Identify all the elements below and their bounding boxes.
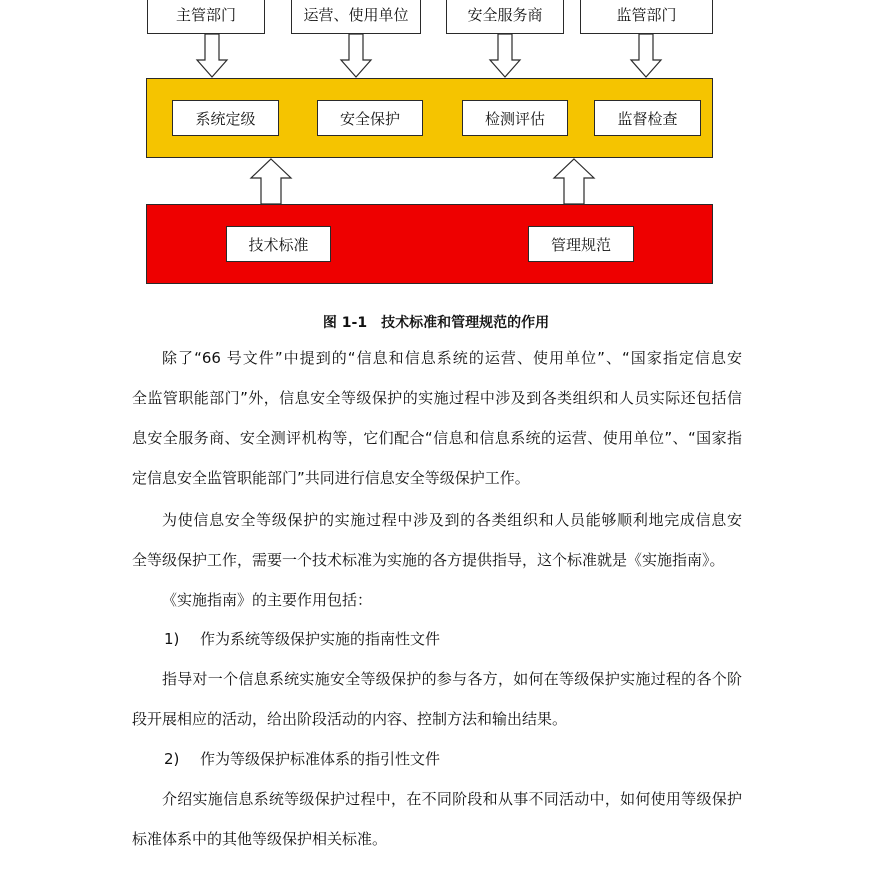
paragraph-line: 段开展相应的活动，给出阶段活动的内容、控制方法和输出结果。 [132,710,568,728]
paragraph-1 [132,338,742,498]
paragraph-line: 息安全服务商、安全测评机构等，它们配合“信息和信息系统的运营、使用单位”、“国家指 [132,429,742,447]
list-item-1 [164,619,440,659]
list-number: 2) [164,750,180,768]
bottom-box-mgmt-standard: 管理规范 [528,226,634,262]
paragraph-line: 全监管职能部门”外，信息安全等级保护的实施过程中涉及到各类组织和人员实际还包括信 [132,389,742,407]
top-box-security-provider: 安全服务商 [446,0,564,34]
middle-box-evaluation: 检测评估 [462,100,568,136]
list-number: 1) [164,630,180,648]
paragraph-line: 定信息安全监管职能部门”共同进行信息安全等级保护工作。 [132,469,530,487]
paragraph-line: 为使信息安全等级保护的实施过程中涉及到的各类组织和人员能够顺利地完成信息安 [162,511,742,529]
top-box-operator: 运营、使用单位 [291,0,421,34]
paragraph-2 [132,500,742,580]
paragraph-3 [132,580,742,620]
paragraph-line: 指导对一个信息系统实施安全等级保护的参与各方，如何在等级保护实施过程的各个阶 [162,670,742,688]
bottom-box-tech-standard: 技术标准 [226,226,331,262]
middle-box-inspection: 监督检查 [594,100,701,136]
paragraph-line: 全等级保护工作，需要一个技术标准为实施的各方提供指导，这个标准就是《实施指南》。 [132,551,725,569]
figure-caption: 图 1-1 技术标准和管理规范的作用 [322,315,550,331]
middle-box-protection: 安全保护 [317,100,423,136]
paragraph-line: 《实施指南》的主要作用包括： [162,591,373,609]
down-arrow-icon [196,34,228,78]
down-arrow-icon [489,34,521,78]
top-box-regulator: 监管部门 [580,0,713,34]
paragraph-line: 标准体系中的其他等级保护相关标准。 [132,830,388,848]
list-item-2 [164,739,440,779]
middle-box-grading: 系统定级 [172,100,279,136]
paragraph-line: 除了“66 号文件”中提到的“信息和信息系统的运营、使用单位”、“国家指定信息安 [162,349,742,367]
list-text: 作为系统等级保护实施的指南性文件 [200,630,441,648]
paragraph-4 [132,659,742,739]
paragraph-line: 介绍实施信息系统等级保护过程中，在不同阶段和从事不同活动中，如何使用等级保护 [162,790,742,808]
up-arrow-icon [250,158,292,204]
paragraph-5 [132,779,742,859]
up-arrow-icon [553,158,595,204]
top-box-competent-dept: 主管部门 [147,0,265,34]
down-arrow-icon [630,34,662,78]
down-arrow-icon [340,34,372,78]
list-text: 作为等级保护标准体系的指引性文件 [200,750,441,768]
